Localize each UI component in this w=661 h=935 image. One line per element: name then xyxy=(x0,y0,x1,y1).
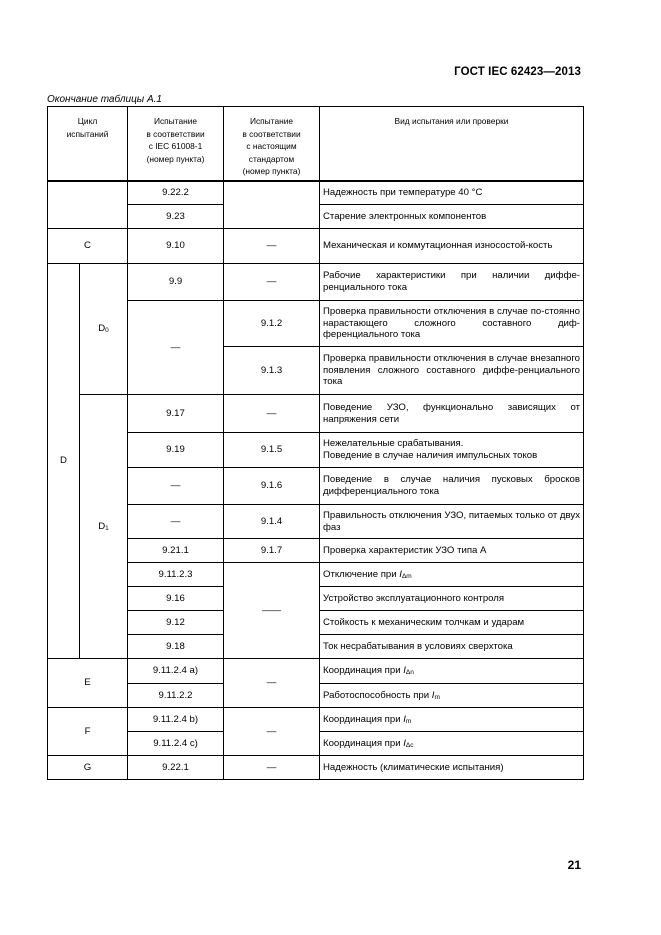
this-clause: 9.1.2 xyxy=(224,301,320,347)
table-row xyxy=(48,468,584,505)
table-row xyxy=(48,659,584,684)
test-kind: Координация при $I_m$ xyxy=(320,708,584,732)
iec-clause: 9.17 xyxy=(128,395,224,433)
iec-clause: 9.21.1 xyxy=(128,539,224,563)
this-clause: — xyxy=(224,756,320,780)
iec-clause: 9.23 xyxy=(128,205,224,229)
test-sequence-table xyxy=(47,106,584,780)
test-kind: Механическая и коммутационная износостой-кость xyxy=(320,229,584,264)
subgroup-label-d0: $D_0$ xyxy=(80,264,128,395)
iec-clause: — xyxy=(128,468,224,505)
col-header-iec: Испытание в соответствии с IEC 61008-1 (номер пункта) xyxy=(128,107,224,181)
test-kind: Надежность при температуре 40 °С xyxy=(320,181,584,205)
test-kind: Отключение при $I_{\Delta m}$ xyxy=(320,563,584,587)
this-clause: — xyxy=(224,708,320,756)
iec-clause: 9.11.2.3 xyxy=(128,563,224,587)
test-kind: Координация при $I_{\Delta c}$ xyxy=(320,732,584,756)
table-row xyxy=(48,708,584,732)
iec-clause: — xyxy=(128,301,224,395)
group-label-d: D xyxy=(48,264,80,659)
this-clause: — xyxy=(224,395,320,433)
group-label-g: G xyxy=(48,756,128,780)
page-number: 21 xyxy=(567,858,581,872)
test-kind: Устройство эксплуатационного контроля xyxy=(320,587,584,611)
table-header-row xyxy=(48,107,584,181)
this-clause: 9.1.3 xyxy=(224,347,320,395)
iec-clause: 9.11.2.4 c) xyxy=(128,732,224,756)
col-header-test-kind: Вид испытания или проверки xyxy=(320,107,584,181)
this-clause: 9.1.4 xyxy=(224,505,320,539)
test-kind: Ток несрабатывания в условиях сверхтока xyxy=(320,635,584,659)
test-kind: Работоспособность при $I_m$ xyxy=(320,684,584,708)
group-label-e: E xyxy=(48,659,128,708)
table-row xyxy=(48,563,584,587)
test-kind: Нежелательные срабатывания. Поведение в случае наличия импульсных токов xyxy=(320,433,584,468)
iec-clause: 9.19 xyxy=(128,433,224,468)
test-kind: Стойкость к механическим толчкам и ударам xyxy=(320,611,584,635)
table-row xyxy=(48,181,584,205)
table-row xyxy=(48,539,584,563)
group-label-c: C xyxy=(48,229,128,264)
table-row xyxy=(48,395,584,433)
table-row xyxy=(48,756,584,780)
standard-designation: ГОСТ IEC 62423—2013 xyxy=(454,66,581,78)
this-clause: — xyxy=(224,264,320,301)
table-row xyxy=(48,433,584,468)
iec-clause: 9.9 xyxy=(128,264,224,301)
group-cell-empty xyxy=(48,181,128,229)
test-kind: Рабочие характеристики при наличии диффе-ренциального тока xyxy=(320,264,584,301)
table-row xyxy=(48,301,584,347)
col-header-cycle: Цикл испытаний xyxy=(48,107,128,181)
iec-clause: 9.12 xyxy=(128,611,224,635)
test-kind: Проверка правильности отключения в случае по-стоянно нарастающего сложного составного диф-ференциального тока xyxy=(320,301,584,347)
this-clause: — xyxy=(224,659,320,708)
table-row xyxy=(48,264,584,301)
this-clause: 9.1.6 xyxy=(224,468,320,505)
this-clause: 9.1.7 xyxy=(224,539,320,563)
this-clause xyxy=(224,181,320,229)
test-kind: Координация при $I_{\Delta n}$ xyxy=(320,659,584,684)
this-clause: 9.1.5 xyxy=(224,433,320,468)
test-kind: Старение электронных компонентов xyxy=(320,205,584,229)
iec-clause: 9.11.2.4 a) xyxy=(128,659,224,684)
iec-clause: 9.16 xyxy=(128,587,224,611)
col-header-this-standard: Испытание в соответствии с настоящим стандартом (номер пункта) xyxy=(224,107,320,181)
this-clause: —— xyxy=(224,563,320,659)
test-kind: Проверка характеристик УЗО типа А xyxy=(320,539,584,563)
iec-clause: 9.22.1 xyxy=(128,756,224,780)
test-kind: Поведение в случае наличия пусковых бросков дифференциального тока xyxy=(320,468,584,505)
this-clause: — xyxy=(224,229,320,264)
test-kind: Правильность отключения УЗО, питаемых только от двух фаз xyxy=(320,505,584,539)
test-kind: Поведение УЗО, функционально зависящих от напряжения сети xyxy=(320,395,584,433)
test-kind: Надежность (климатические испытания) xyxy=(320,756,584,780)
group-label-f: F xyxy=(48,708,128,756)
iec-clause: 9.22.2 xyxy=(128,181,224,205)
table-row xyxy=(48,229,584,264)
iec-clause: 9.11.2.2 xyxy=(128,684,224,708)
test-kind: Проверка правильности отключения в случае внезапного появления сложного составного диффе-ренциального тока xyxy=(320,347,584,395)
iec-clause: — xyxy=(128,505,224,539)
iec-clause: 9.10 xyxy=(128,229,224,264)
subgroup-label-d1: $D_1$ xyxy=(80,395,128,659)
iec-clause: 9.11.2.4 b) xyxy=(128,708,224,732)
table-caption: Окончание таблицы А.1 xyxy=(47,94,162,105)
iec-clause: 9.18 xyxy=(128,635,224,659)
table-row xyxy=(48,505,584,539)
